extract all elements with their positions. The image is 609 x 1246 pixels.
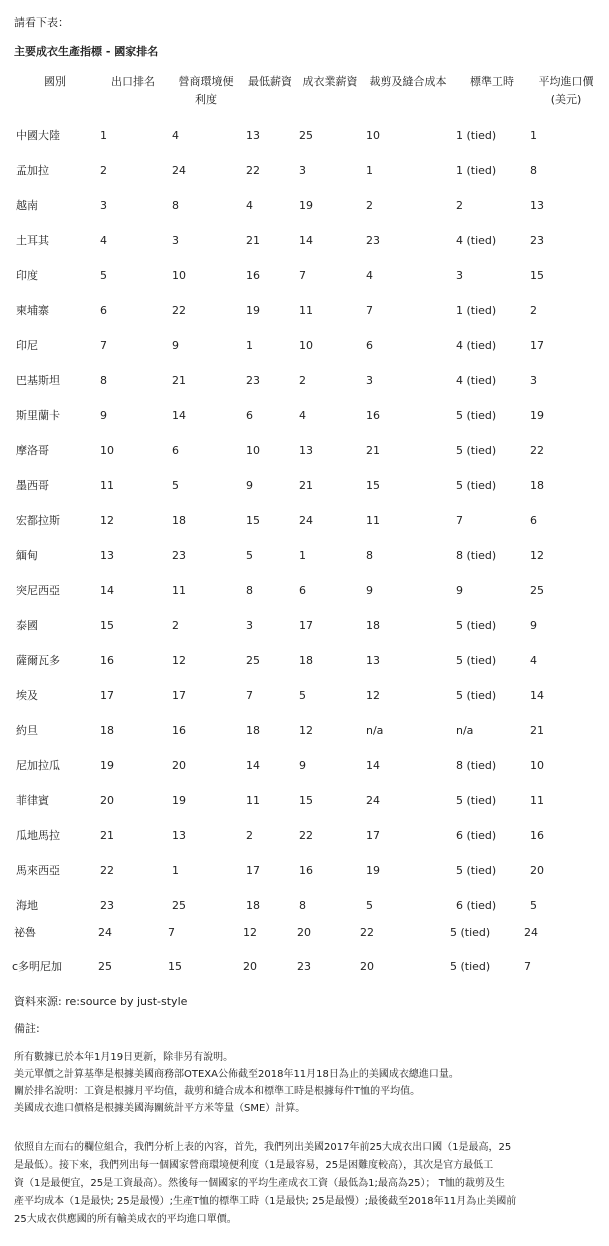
cell-garment-wage: 15 xyxy=(299,794,313,807)
cell-cut-sew-cost: 4 xyxy=(366,269,373,282)
cell-export-rank: 15 xyxy=(100,619,114,632)
cell-garment-wage: 18 xyxy=(299,654,313,667)
cell-country: 斯里蘭卡 xyxy=(16,409,60,422)
cell-avg-import-price: 22 xyxy=(530,444,544,457)
cell-country: 中國大陸 xyxy=(16,129,60,142)
cell-standard-hours: 5 (tied) xyxy=(456,409,497,422)
cell-avg-import-price: 18 xyxy=(530,479,544,492)
cell-garment-wage: 12 xyxy=(299,724,313,737)
cell-ease-of-business: 16 xyxy=(172,724,186,737)
note-line: 美國成衣進口價格是根據美國海關統計平方米等量（SME）計算。 xyxy=(14,1103,306,1114)
cell-country: 馬來西亞 xyxy=(16,864,60,877)
cell-country: 薩爾瓦多 xyxy=(16,654,60,667)
cell-avg-import-price: 19 xyxy=(530,409,544,422)
cell-min-wage: 11 xyxy=(246,794,260,807)
cell-min-wage: 6 xyxy=(246,409,253,422)
cell-country: 約旦 xyxy=(16,724,38,737)
cell-avg-import-price: 14 xyxy=(530,689,544,702)
header-price-line1: 平均進口價 xyxy=(538,75,594,88)
cell-garment-wage: 1 xyxy=(299,549,306,562)
cell-ease-of-business: 7 xyxy=(168,926,175,939)
cell-ease-of-business: 8 xyxy=(172,199,179,212)
cell-ease-of-business: 20 xyxy=(172,759,186,772)
cell-avg-import-price: 17 xyxy=(530,339,544,352)
cell-export-rank: 22 xyxy=(100,864,114,877)
cell-garment-wage: 9 xyxy=(299,759,306,772)
cell-avg-import-price: 9 xyxy=(530,619,537,632)
cell-standard-hours: 8 (tied) xyxy=(456,759,497,772)
cell-min-wage: 12 xyxy=(243,926,257,939)
header-garment-wage: 成衣業薪資 xyxy=(302,75,358,88)
cell-cut-sew-cost: 15 xyxy=(366,479,380,492)
cell-avg-import-price: 10 xyxy=(530,759,544,772)
cell-cut-sew-cost: 12 xyxy=(366,689,380,702)
cell-min-wage: 25 xyxy=(246,654,260,667)
cell-cut-sew-cost: 7 xyxy=(366,304,373,317)
table-title: 主要成衣生產指標 - 國家排名 xyxy=(14,45,159,58)
cell-standard-hours: 6 (tied) xyxy=(456,899,497,912)
cell-country: 土耳其 xyxy=(16,234,49,247)
cell-standard-hours: 5 (tied) xyxy=(456,479,497,492)
cell-export-rank: 18 xyxy=(100,724,114,737)
cell-cut-sew-cost: 2 xyxy=(366,199,373,212)
cell-ease-of-business: 6 xyxy=(172,444,179,457)
cell-min-wage: 9 xyxy=(246,479,253,492)
cell-garment-wage: 13 xyxy=(299,444,313,457)
cell-country: 尼加拉瓜 xyxy=(16,759,60,772)
cell-country: 埃及 xyxy=(16,689,38,702)
cell-cut-sew-cost: 9 xyxy=(366,584,373,597)
cell-export-rank: 13 xyxy=(100,549,114,562)
cell-standard-hours: 5 (tied) xyxy=(456,619,497,632)
closing-line: 是最低）。接下來，我們列出每一個國家營商環境便利度（1是最容易，25是困難度較高），其次是官方最低工 xyxy=(14,1160,494,1171)
cell-standard-hours: 1 (tied) xyxy=(456,164,497,177)
cell-garment-wage: 4 xyxy=(299,409,306,422)
header-min-wage: 最低薪資 xyxy=(248,75,292,88)
cell-avg-import-price: 4 xyxy=(530,654,537,667)
note-line: 所有數據已於本年1月19日更新，除非另有說明。 xyxy=(14,1052,234,1063)
cell-garment-wage: 5 xyxy=(299,689,306,702)
cell-export-rank: 6 xyxy=(100,304,107,317)
source-text: 資料來源: re:source by just-style xyxy=(14,995,188,1008)
cell-export-rank: 3 xyxy=(100,199,107,212)
cell-avg-import-price: 6 xyxy=(530,514,537,527)
cell-min-wage: 19 xyxy=(246,304,260,317)
closing-line: 依照自左而右的欄位組合，我們分析上表的內容，首先，我們列出美國2017年前25大成衣出口國（1是最高，25 xyxy=(14,1142,512,1153)
cell-country: 突尼西亞 xyxy=(16,584,60,597)
cell-cut-sew-cost: 19 xyxy=(366,864,380,877)
cell-cut-sew-cost: 1 xyxy=(366,164,373,177)
intro-text: 請看下表： xyxy=(14,16,69,29)
header-avg-import-price xyxy=(530,73,602,109)
header-country: 國別 xyxy=(44,75,66,88)
cell-avg-import-price: 7 xyxy=(524,960,531,973)
cell-avg-import-price: 20 xyxy=(530,864,544,877)
cell-cut-sew-cost: 10 xyxy=(366,129,380,142)
closing-line: 資（1是最便宜，25是工資最高）。然後每一個國家的平均生產成衣工資（最低為1;最高為25）； T恤的裁剪及生 xyxy=(14,1178,505,1189)
cell-export-rank: 7 xyxy=(100,339,107,352)
cell-cut-sew-cost: 8 xyxy=(366,549,373,562)
cell-export-rank: 8 xyxy=(100,374,107,387)
cell-min-wage: 18 xyxy=(246,899,260,912)
cell-garment-wage: 20 xyxy=(297,926,311,939)
cell-avg-import-price: 21 xyxy=(530,724,544,737)
cell-min-wage: 10 xyxy=(246,444,260,457)
notes-heading: 備註: xyxy=(14,1022,40,1035)
cell-avg-import-price: 24 xyxy=(524,926,538,939)
cell-standard-hours: 5 (tied) xyxy=(456,794,497,807)
cell-ease-of-business: 12 xyxy=(172,654,186,667)
cell-cut-sew-cost: 21 xyxy=(366,444,380,457)
cell-standard-hours: 5 (tied) xyxy=(450,926,491,939)
cell-cut-sew-cost: 3 xyxy=(366,374,373,387)
cell-ease-of-business: 2 xyxy=(172,619,179,632)
cell-standard-hours: 1 (tied) xyxy=(456,129,497,142)
cell-standard-hours: 3 xyxy=(456,269,463,282)
cell-standard-hours: 8 (tied) xyxy=(456,549,497,562)
header-standard-hours: 標準工時 xyxy=(470,75,514,88)
cell-garment-wage: 14 xyxy=(299,234,313,247)
cell-cut-sew-cost: 22 xyxy=(360,926,374,939)
cell-ease-of-business: 4 xyxy=(172,129,179,142)
cell-min-wage: 21 xyxy=(246,234,260,247)
cell-ease-of-business: 5 xyxy=(172,479,179,492)
cell-standard-hours: 1 (tied) xyxy=(456,304,497,317)
cell-ease-of-business: 18 xyxy=(172,514,186,527)
cell-avg-import-price: 11 xyxy=(530,794,544,807)
cell-garment-wage: 3 xyxy=(299,164,306,177)
cell-standard-hours: n/a xyxy=(456,724,474,737)
cell-ease-of-business: 21 xyxy=(172,374,186,387)
cell-country: 越南 xyxy=(16,199,38,212)
cell-export-rank: 20 xyxy=(100,794,114,807)
header-cut-sew-cost: 裁剪及縫合成本 xyxy=(369,75,447,88)
cell-cut-sew-cost: 18 xyxy=(366,619,380,632)
cell-country: 泰國 xyxy=(16,619,38,632)
cell-min-wage: 7 xyxy=(246,689,253,702)
cell-standard-hours: 5 (tied) xyxy=(456,654,497,667)
cell-cut-sew-cost: 5 xyxy=(366,899,373,912)
cell-country: 墨西哥 xyxy=(16,479,49,492)
cell-country: 海地 xyxy=(16,899,38,912)
cell-garment-wage: 16 xyxy=(299,864,313,877)
cell-export-rank: 24 xyxy=(98,926,112,939)
cell-country: c多明尼加 xyxy=(12,960,63,973)
cell-country: 祕魯 xyxy=(14,926,36,939)
cell-avg-import-price: 12 xyxy=(530,549,544,562)
cell-min-wage: 5 xyxy=(246,549,253,562)
header-ease-line2: 利度 xyxy=(195,93,217,106)
cell-country: 宏都拉斯 xyxy=(16,514,60,527)
cell-min-wage: 17 xyxy=(246,864,260,877)
cell-standard-hours: 7 xyxy=(456,514,463,527)
cell-ease-of-business: 11 xyxy=(172,584,186,597)
cell-min-wage: 1 xyxy=(246,339,253,352)
cell-country: 孟加拉 xyxy=(16,164,49,177)
cell-ease-of-business: 9 xyxy=(172,339,179,352)
cell-avg-import-price: 1 xyxy=(530,129,537,142)
cell-country: 緬甸 xyxy=(16,549,38,562)
cell-garment-wage: 6 xyxy=(299,584,306,597)
cell-min-wage: 18 xyxy=(246,724,260,737)
cell-country: 巴基斯坦 xyxy=(16,374,60,387)
cell-country: 印度 xyxy=(16,269,38,282)
cell-export-rank: 16 xyxy=(100,654,114,667)
cell-ease-of-business: 15 xyxy=(168,960,182,973)
cell-ease-of-business: 13 xyxy=(172,829,186,842)
cell-garment-wage: 22 xyxy=(299,829,313,842)
cell-ease-of-business: 24 xyxy=(172,164,186,177)
header-export-rank: 出口排名 xyxy=(111,75,155,88)
cell-min-wage: 8 xyxy=(246,584,253,597)
cell-min-wage: 2 xyxy=(246,829,253,842)
notes-list xyxy=(14,1049,596,1117)
cell-ease-of-business: 19 xyxy=(172,794,186,807)
cell-cut-sew-cost: 17 xyxy=(366,829,380,842)
cell-garment-wage: 19 xyxy=(299,199,313,212)
closing-paragraph xyxy=(14,1139,596,1229)
cell-min-wage: 13 xyxy=(246,129,260,142)
cell-garment-wage: 7 xyxy=(299,269,306,282)
note-line: 美元單價之計算基準是根據美國商務部OTEXA公佈截至2018年11月18日為止的美國成衣總進口量。 xyxy=(14,1069,459,1080)
cell-cut-sew-cost: 14 xyxy=(366,759,380,772)
cell-export-rank: 23 xyxy=(100,899,114,912)
cell-ease-of-business: 1 xyxy=(172,864,179,877)
cell-avg-import-price: 25 xyxy=(530,584,544,597)
cell-cut-sew-cost: 23 xyxy=(366,234,380,247)
cell-standard-hours: 4 (tied) xyxy=(456,374,497,387)
cell-country: 菲律賓 xyxy=(16,794,49,807)
cell-ease-of-business: 3 xyxy=(172,234,179,247)
cell-garment-wage: 17 xyxy=(299,619,313,632)
cell-ease-of-business: 22 xyxy=(172,304,186,317)
cell-country: 瓜地馬拉 xyxy=(16,829,60,842)
cell-garment-wage: 21 xyxy=(299,479,313,492)
cell-min-wage: 16 xyxy=(246,269,260,282)
cell-garment-wage: 23 xyxy=(297,960,311,973)
cell-min-wage: 4 xyxy=(246,199,253,212)
cell-garment-wage: 25 xyxy=(299,129,313,142)
cell-avg-import-price: 13 xyxy=(530,199,544,212)
cell-country: 摩洛哥 xyxy=(16,444,49,457)
cell-standard-hours: 2 xyxy=(456,199,463,212)
cell-cut-sew-cost: 13 xyxy=(366,654,380,667)
cell-export-rank: 12 xyxy=(100,514,114,527)
cell-standard-hours: 4 (tied) xyxy=(456,234,497,247)
cell-garment-wage: 11 xyxy=(299,304,313,317)
cell-country: 柬埔寨 xyxy=(16,304,49,317)
cell-export-rank: 19 xyxy=(100,759,114,772)
cell-ease-of-business: 25 xyxy=(172,899,186,912)
cell-export-rank: 25 xyxy=(98,960,112,973)
cell-standard-hours: 4 (tied) xyxy=(456,339,497,352)
cell-min-wage: 23 xyxy=(246,374,260,387)
cell-export-rank: 10 xyxy=(100,444,114,457)
cell-export-rank: 11 xyxy=(100,479,114,492)
cell-standard-hours: 5 (tied) xyxy=(456,689,497,702)
cell-export-rank: 9 xyxy=(100,409,107,422)
cell-min-wage: 22 xyxy=(246,164,260,177)
header-ease-line1: 營商環境便 xyxy=(178,75,234,88)
cell-standard-hours: 9 xyxy=(456,584,463,597)
cell-avg-import-price: 16 xyxy=(530,829,544,842)
cell-cut-sew-cost: 20 xyxy=(360,960,374,973)
cell-avg-import-price: 2 xyxy=(530,304,537,317)
cell-avg-import-price: 3 xyxy=(530,374,537,387)
cell-export-rank: 17 xyxy=(100,689,114,702)
cell-ease-of-business: 14 xyxy=(172,409,186,422)
cell-cut-sew-cost: 11 xyxy=(366,514,380,527)
cell-export-rank: 4 xyxy=(100,234,107,247)
note-line: 關於排名說明：工資是根據月平均值，裁剪和縫合成本和標準工時是根據每件T恤的平均值。 xyxy=(14,1086,421,1097)
cell-standard-hours: 5 (tied) xyxy=(456,864,497,877)
cell-avg-import-price: 8 xyxy=(530,164,537,177)
cell-garment-wage: 24 xyxy=(299,514,313,527)
cell-country: 印尼 xyxy=(16,339,38,352)
closing-line: 產平均成本（1是最快; 25是最慢）;生產T恤的標準工時（1是最快; 25是最慢）;最後截至2018年11月為止美國前 xyxy=(14,1196,517,1207)
cell-cut-sew-cost: 24 xyxy=(366,794,380,807)
cell-avg-import-price: 15 xyxy=(530,269,544,282)
cell-garment-wage: 8 xyxy=(299,899,306,912)
cell-export-rank: 1 xyxy=(100,129,107,142)
cell-garment-wage: 10 xyxy=(299,339,313,352)
cell-ease-of-business: 10 xyxy=(172,269,186,282)
closing-line: 25大成衣供應國的所有輸美成衣的平均進口單價。 xyxy=(14,1214,237,1225)
header-price-line2: (美元) xyxy=(550,93,582,106)
cell-export-rank: 2 xyxy=(100,164,107,177)
header-ease-of-business xyxy=(170,73,242,109)
cell-ease-of-business: 23 xyxy=(172,549,186,562)
cell-avg-import-price: 23 xyxy=(530,234,544,247)
cell-cut-sew-cost: 16 xyxy=(366,409,380,422)
cell-export-rank: 21 xyxy=(100,829,114,842)
cell-min-wage: 3 xyxy=(246,619,253,632)
cell-min-wage: 15 xyxy=(246,514,260,527)
cell-export-rank: 14 xyxy=(100,584,114,597)
cell-cut-sew-cost: n/a xyxy=(366,724,384,737)
cell-export-rank: 5 xyxy=(100,269,107,282)
cell-standard-hours: 5 (tied) xyxy=(456,444,497,457)
cell-min-wage: 14 xyxy=(246,759,260,772)
cell-min-wage: 20 xyxy=(243,960,257,973)
cell-standard-hours: 6 (tied) xyxy=(456,829,497,842)
cell-garment-wage: 2 xyxy=(299,374,306,387)
cell-ease-of-business: 17 xyxy=(172,689,186,702)
cell-avg-import-price: 5 xyxy=(530,899,537,912)
cell-cut-sew-cost: 6 xyxy=(366,339,373,352)
cell-standard-hours: 5 (tied) xyxy=(450,960,491,973)
